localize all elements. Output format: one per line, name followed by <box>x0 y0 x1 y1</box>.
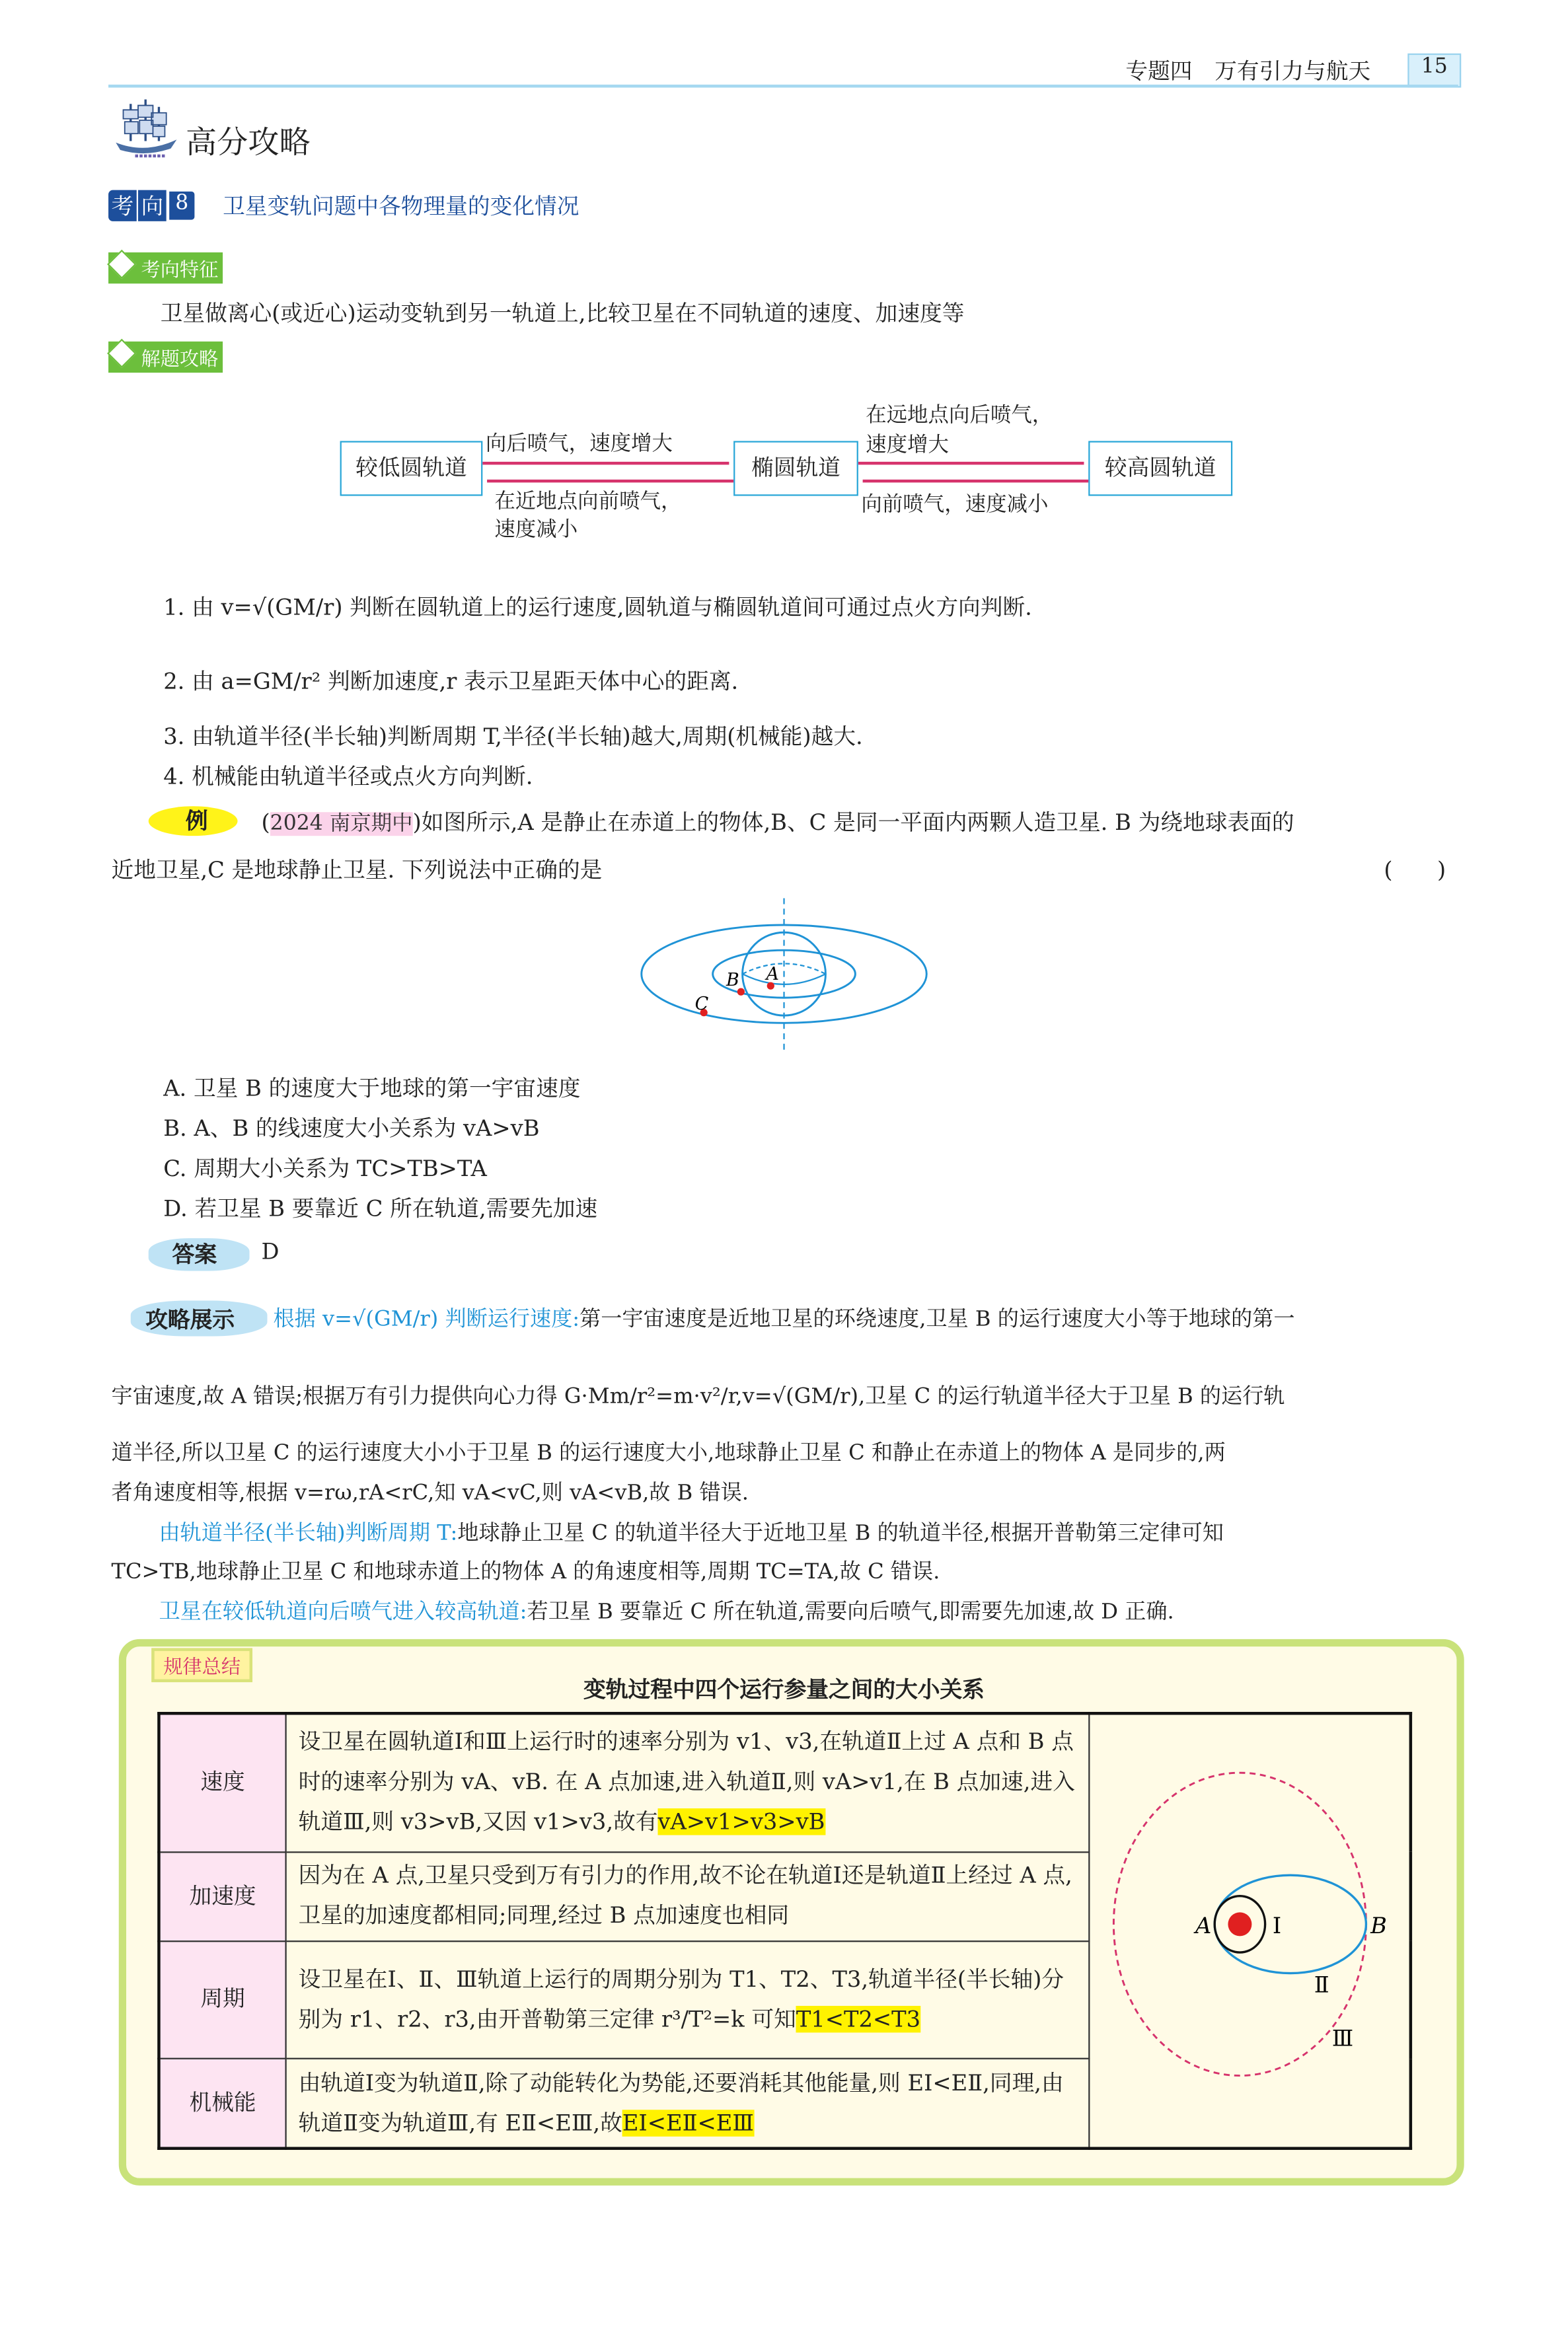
item-4: 4. 机械能由轨道半径或点火方向判断. <box>163 763 533 790</box>
topic-badge <box>108 190 196 221</box>
option-a[interactable]: A. 卫星 B 的速度大于地球的第一宇宙速度 <box>163 1074 581 1102</box>
row-content <box>286 2059 1090 2149</box>
flow-label: 速度减小 <box>494 518 578 542</box>
analysis-line: 道半径,所以卫星 C 的运行速度大小小于卫星 B 的运行速度大小,地球静止卫星 C 和静止在赤道上的物体 A 是同步的,两 <box>111 1442 1226 1465</box>
answer-label: 答案 <box>172 1241 217 1269</box>
arrow-right <box>482 462 729 464</box>
example-label: 例 <box>185 807 208 834</box>
flow-label: 向前喷气，速度减小 <box>861 493 1049 517</box>
orbit-diagram-cell <box>1089 1713 1411 2148</box>
row-header: 速度 <box>159 1713 285 1852</box>
label-orbit-3: Ⅲ <box>1331 2025 1354 2051</box>
row-header: 加速度 <box>159 1852 285 1941</box>
analysis-line: 者角速度相等,根据 v=rω,rA<rC,知 vA<vC,则 vA<vB,故 B 错误. <box>111 1481 749 1506</box>
orbit-diagram <box>1092 1716 1408 2132</box>
label-orbit-1: Ⅰ <box>1272 1912 1282 1938</box>
strategy-tag: 解题攻略 <box>108 342 223 373</box>
analysis-text: 第一宇宙速度是近地卫星的环绕速度,卫星 B 的运行速度大小等于地球的第一 <box>579 1308 1295 1332</box>
section-title: 高分攻略 <box>185 124 311 161</box>
summary-tag: 规律总结 <box>151 1648 252 1682</box>
page-number: 15 <box>1407 54 1461 88</box>
row-text: 设卫星在圆轨道Ⅰ和Ⅲ上运行时的速率分别为 v1、v3,在轨道Ⅱ上过 A 点和 B 点时的速率分别为 vA、vB. 在 A 点加速,进入轨道Ⅱ,则 vA>v1,在 B 点加速,进入轨道Ⅲ,则 v3>vB,又因 v1>v3,故有 <box>298 1728 1075 1836</box>
analysis-text: 地球静止卫星 C 的轨道半径大于近地卫星 B 的轨道半径,根据开普勒第三定律可知 <box>457 1522 1224 1546</box>
example-source: 2024 南京期中 <box>270 812 413 836</box>
highlight: EⅠ<EⅡ<EⅢ <box>622 2109 754 2136</box>
row-text: 设卫星在Ⅰ、Ⅱ、Ⅲ轨道上运行的周期分别为 T1、T2、T3,轨道半径(半长轴)分别为 r1、r2、r3,由开普勒第三定律 r³/T²=k 可知 <box>298 1966 1064 2033</box>
analysis-line: 宇宙速度,故 A 错误;根据万有引力提供向心力得 G·Mm/r²=m·v²/r,v=√(GM/r),卫星 C 的运行轨道半径大于卫星 B 的运行轨 <box>111 1385 1285 1409</box>
analysis-line: TC>TB,地球静止卫星 C 和地球赤道上的物体 A 的角速度相等,周期 TC=TA,故 C 错误. <box>111 1560 940 1584</box>
row-header: 机械能 <box>159 2059 285 2149</box>
highlight: T1<T2<T3 <box>796 2005 921 2033</box>
answer-value: D <box>261 1238 280 1265</box>
label-A: A <box>766 964 780 985</box>
row-content <box>286 1852 1090 1941</box>
label-B: B <box>1370 1912 1387 1938</box>
flow-label: 速度增大 <box>866 433 949 458</box>
analysis-text: 若卫星 B 要靠近 C 所在轨道,需要向后喷气,即需要先加速,故 D 正确. <box>527 1600 1174 1625</box>
table-row <box>159 1713 1410 1852</box>
answer-paren: ( ) <box>1384 856 1446 884</box>
row-content <box>286 1713 1090 1852</box>
item-1: 1. 由 v=√(GM/r) 判断在圆轨道上的运行速度,圆轨道与椭圆轨道间可通过点火方向判断. <box>163 593 1032 621</box>
page: 专题四 万有引力与航天 15 高分攻略 考 向 8 卫星变轨问题中各物理量的变化情况 考向特征 卫星做离心(或近心)运动变轨到另一轨道上,比较卫星在不同轨道的速度、加速度等 解题攻略 较低圆轨道 椭圆轨道 较高圆轨道 向后喷气，速度增大 在近地点向前喷气， 速度减小 在远地点向后喷气， 速度增大 向前喷气，速度减小 1. 由 v=√(GM/r) 判断在圆轨道上的运行速度,圆轨道与椭圆轨道间可通过点火方向判断. 2. 由 a=GM/r² 判断加速度,r 表示卫星距天体中心的距离. 3. 由轨道半径(半长轴)判断周期 T,半径(半长轴)越大,周期(机械能)越大. 4. 机械能由轨道半径或点火方向判断. 例 (2024 南京期中)如图所示,A 是静止在赤道上的物体,B、C 是同一平面内两颗人造卫星. B 为绕地球表面的 近地卫星,C 是地球静止卫星. 下列说法中正确的是 ( ) A B C A. 卫星 B 的速度大于地球的第一宇宙速度 B. A、B 的线速度大小关系为 vA>vB C. 周期大小关系为 TC>TB>TA D. 若卫星 B 要靠近 C 所在轨道,需要先加速 答案 D 攻略展示 根据 v=√(GM/r) 判断运行速度:第一宇宙速度是近地卫星的环绕速度,卫星 B 的运行速度大小等于地球的第一 宇宙速度,故 A 错误;根据万有引力提供向心力得 G·Mm/r²=m·v²/r,v=√(GM/r),卫星 C 的运行轨道半径大于卫星 B 的运行轨 道半径,所以卫星 C 的运行速度大小小于卫星 B 的运行速度大小,地球静止卫星 C 和静止在赤道上的物体 A 是同步的,两 者角速度相等,根据 v=rω,rA<rC,知 vA<vC,则 vA<vB,故 B 错误. 由轨道半径(半长轴)判断周期 T:地球静止卫星 C 的轨道半径大于近地卫星 B 的轨道半径,根据开普勒第三定律可知 TC>TB,地球静止卫星 C 和地球赤道上的物体 A 的角速度相等,周期 TC=TA,故 C 错误. 卫星在较低轨道向后喷气进入较高轨道:若卫星 B 要靠近 C 所在轨道,需要向后喷气,即需要先加速,故 D 正确. 规律总结 变轨过程中四个运行参量之间的大小关系 速度 设卫星在圆轨道Ⅰ和Ⅲ上运行时的速率分别为 v1、v3,在轨道Ⅱ上过 A 点和 B 点时的速率分别为 vA、vB. 在 A 点加速,进入轨道Ⅱ,则 vA>v1,在 B 点加速,进入轨道Ⅲ,则 v3>vB,又因 v1>v3,故有vA>v1>v3>vB A B Ⅰ Ⅱ Ⅲ 加速度 因为在 A 点,卫星只受到万有引力的作用,故不论在轨道Ⅰ还是轨道Ⅱ上经过 A 点,卫星的加速度都相同;同理,经过 B 点加速度也相同 周期 设卫星在Ⅰ、Ⅱ、Ⅲ轨道上运行的周期分别为 T1、T2、T3,轨道半径(半长轴)分别为 r1、r2、r3,由开普勒第三定律 r³/T²=k 可知T1<T2<T3 机械能 由轨道Ⅰ变为轨道Ⅱ,除了动能转化为势能,还要消耗其他能量,则 EⅠ<EⅡ,同理,由轨道Ⅱ变为轨道Ⅲ,有 EⅡ<EⅢ,故EⅠ<EⅡ<EⅢ <box>0 0 1568 2325</box>
chapter-title: 专题四 万有引力与航天 <box>1125 57 1371 85</box>
analysis-label: 攻略展示 <box>145 1306 235 1333</box>
item-2: 2. 由 a=GM/r² 判断加速度,r 表示卫星距天体中心的距离. <box>163 668 739 695</box>
flow-box-high-orbit: 较高圆轨道 <box>1088 441 1232 496</box>
arrow-left <box>487 480 733 482</box>
row-header: 周期 <box>159 1941 285 2059</box>
feature-text: 卫星做离心(或近心)运动变轨到另一轨道上,比较卫星在不同轨道的速度、加速度等 <box>160 299 965 327</box>
highlight: vA>v1>v3>vB <box>657 1809 825 1836</box>
flow-label: 在近地点向前喷气， <box>494 490 682 514</box>
item-3: 3. 由轨道半径(半长轴)判断周期 T,半径(半长轴)越大,周期(机械能)越大. <box>163 723 863 750</box>
flow-label: 在远地点向后喷气， <box>866 404 1053 428</box>
label-B: B <box>726 970 739 991</box>
badge-number: 8 <box>168 190 196 221</box>
badge-char: 向 <box>138 190 167 221</box>
row-content <box>286 1941 1090 2059</box>
summary-title: 变轨过程中四个运行参量之间的大小关系 <box>583 1676 985 1703</box>
option-d[interactable]: D. 若卫星 B 要靠近 C 所在轨道,需要先加速 <box>163 1195 598 1222</box>
summary-table <box>157 1712 1412 2150</box>
feature-tag: 考向特征 <box>108 252 223 283</box>
ship-logo-icon <box>108 95 182 161</box>
option-c[interactable]: C. 周期大小关系为 TC>TB>TA <box>163 1155 487 1182</box>
orbit-figure <box>631 891 943 1061</box>
row-text: 由轨道Ⅰ变为轨道Ⅱ,除了动能转化为势能,还要消耗其他能量,则 EⅠ<EⅡ,同理,由轨道Ⅱ变为轨道Ⅲ,有 EⅡ<EⅢ,故 <box>298 2069 1064 2136</box>
flow-box-low-orbit: 较低圆轨道 <box>340 441 483 496</box>
badge-char: 考 <box>108 190 137 221</box>
label-orbit-2: Ⅱ <box>1314 1972 1329 1998</box>
example-line2: 近地卫星,C 是地球静止卫星. 下列说法中正确的是 <box>111 856 603 884</box>
analysis-hint: 由轨道半径(半长轴)判断周期 T: <box>159 1522 458 1546</box>
header-rule <box>108 85 1458 87</box>
row-text: 因为在 A 点,卫星只受到万有引力的作用,故不论在轨道Ⅰ还是轨道Ⅱ上经过 A 点,卫星的加速度都相同;同理,经过 B 点加速度也相同 <box>298 1862 1072 1929</box>
label-C: C <box>694 994 709 1015</box>
arrow-right <box>858 462 1084 464</box>
analysis-hint: 卫星在较低轨道向后喷气进入较高轨道: <box>159 1600 527 1625</box>
example-line1: )如图所示,A 是静止在赤道上的物体,B、C 是同一平面内两颗人造卫星. B 为绕地球表面的 <box>412 809 1294 836</box>
flow-label: 向后喷气，速度增大 <box>485 431 673 456</box>
arrow-left <box>863 480 1089 482</box>
topic-title: 卫星变轨问题中各物理量的变化情况 <box>223 193 579 220</box>
label-A: A <box>1195 1912 1212 1938</box>
option-b[interactable]: B. A、B 的线速度大小关系为 vA>vB <box>163 1115 540 1142</box>
analysis-hint: 根据 v=√(GM/r) 判断运行速度: <box>273 1308 580 1332</box>
flow-box-ellipse: 椭圆轨道 <box>733 441 858 496</box>
